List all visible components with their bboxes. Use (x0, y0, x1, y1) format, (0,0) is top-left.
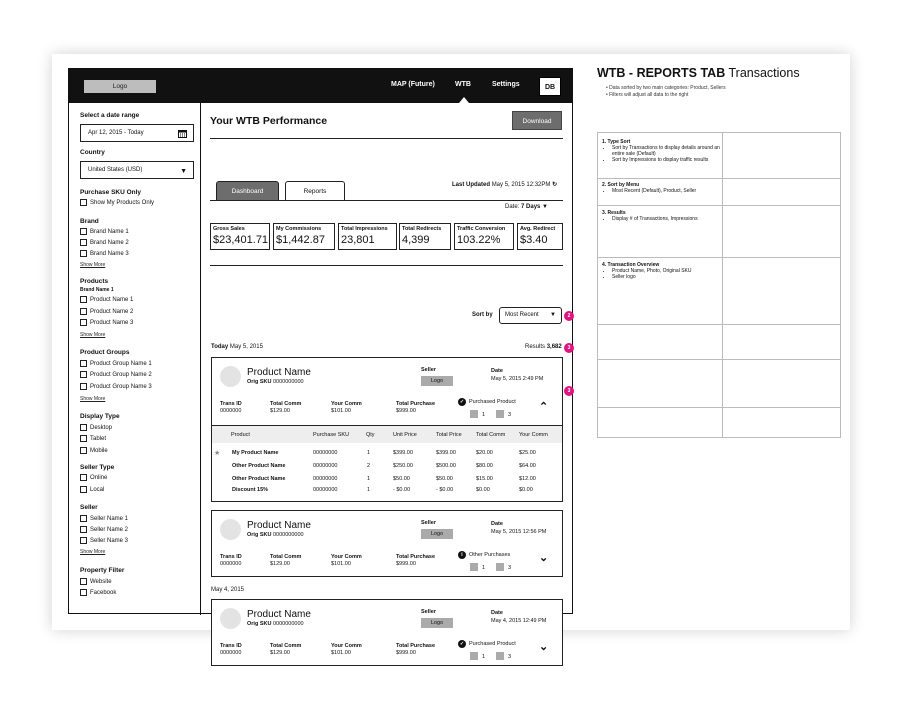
brand-show-more-link[interactable]: Show More (80, 262, 106, 268)
seller-label: Seller (421, 367, 436, 373)
stat-gross-sales: Gross Sales $23,401.71 (210, 223, 270, 250)
checkbox-icon[interactable] (80, 319, 87, 326)
col-header: Purchase SKU (313, 432, 350, 438)
checkbox-icon[interactable] (80, 308, 87, 315)
seller-label: Seller (80, 504, 98, 511)
products-show-more-link[interactable]: Show More (80, 332, 106, 338)
download-button[interactable]: Download (512, 111, 562, 130)
count-b: 3 (508, 565, 512, 571)
dropdown-arrow-icon: ▼ (542, 204, 548, 210)
total-purchase-label: Total Purchase (396, 554, 436, 560)
seller-logo: Logo (421, 618, 453, 628)
dropdown-arrow-icon: ▼ (550, 312, 556, 318)
seller-type-option[interactable]: Local (80, 486, 104, 493)
trans-id-value: 0000000 (220, 408, 242, 414)
count-a: 1 (482, 412, 486, 418)
checkbox-icon[interactable] (80, 435, 87, 442)
checkbox-icon[interactable] (80, 360, 87, 367)
checkbox-icon[interactable] (80, 371, 87, 378)
trans-id-value: 0000000 (220, 561, 242, 567)
seller-option[interactable]: Seller Name 3 (80, 537, 128, 544)
stat-my-commissions: My Commissions $1,442.87 (273, 223, 335, 250)
total-purchase-label: Total Purchase (396, 401, 436, 407)
group-header-date: May 4, 2015 (211, 587, 245, 593)
country-select[interactable] (80, 161, 194, 179)
total-comm-value: $129.00 (270, 561, 290, 567)
total-comm-label: Total Comm (270, 554, 302, 560)
seller-type-option[interactable]: Online (80, 474, 107, 481)
top-nav-bar (69, 69, 572, 103)
checkbox-icon[interactable] (80, 526, 87, 533)
last-updated-value: May 5, 2015 12:32PM (491, 182, 551, 188)
spec-notes-table (597, 132, 841, 438)
your-comm-label: Your Comm (331, 554, 362, 560)
seller-type-label: Seller Type (80, 464, 115, 471)
product-group-option[interactable]: Product Group Name 3 (80, 383, 152, 390)
stat-traffic-conversion: Traffic Conversion 103.22% (454, 223, 514, 250)
app-frame (68, 68, 573, 660)
checkbox-icon[interactable] (80, 474, 87, 481)
purchase-type: Purchased Product (469, 399, 516, 405)
checkbox-icon[interactable] (80, 239, 87, 246)
calendar-icon[interactable] (178, 129, 187, 145)
total-comm-label: Total Comm (270, 643, 302, 649)
divider (210, 265, 563, 266)
seller-show-more-link[interactable]: Show More (80, 549, 106, 555)
col-header: Qty (366, 432, 375, 438)
last-updated-label: Last Updated (452, 182, 491, 188)
divider (210, 138, 563, 139)
country-value: United States (USD) (88, 167, 143, 173)
count-b: 3 (508, 654, 512, 660)
filter-sidebar (69, 103, 201, 615)
checkbox-icon[interactable] (80, 228, 87, 235)
tab-reports[interactable]: Reports (285, 181, 345, 200)
check-circle-icon: ✓ (459, 399, 465, 405)
dropdown-arrow-icon: ▼ (180, 168, 187, 175)
spec-note: 1. Type Sort • Sort by Transactions to display details around an entire sale (Default) • Sort by Impressions to display traffic results (602, 139, 720, 163)
col-header: Total Price (436, 432, 462, 438)
page-title: Your WTB Performance (210, 115, 328, 127)
brand-option[interactable]: Brand Name 3 (80, 250, 129, 257)
checkbox-icon[interactable] (80, 578, 87, 585)
trans-id-label: Trans ID (220, 401, 242, 407)
checkbox-icon[interactable] (80, 383, 87, 390)
stat-avg-redirect: Avg. Redirect $3.40 (517, 223, 563, 250)
display-type-option[interactable]: Mobile (80, 447, 108, 454)
user-avatar[interactable]: DB (539, 77, 561, 96)
seller-label: Seller (421, 609, 436, 615)
transaction-date: May 4, 2015 12:49 PM (491, 618, 547, 624)
logo[interactable]: Logo (84, 80, 156, 93)
products-brand-sublabel: Brand Name 1 (80, 287, 114, 293)
spec-bullet: • Filters will adjust all data to the right (606, 92, 689, 98)
date-label: Date (491, 521, 503, 527)
your-comm-label: Your Comm (331, 401, 362, 407)
nav-wtb[interactable]: WTB (455, 81, 471, 88)
orig-sku: Orig SKU 0000000000 (247, 532, 304, 538)
count-a: 1 (482, 565, 486, 571)
product-swatch (496, 410, 504, 418)
last-updated (452, 181, 557, 188)
display-type-option[interactable]: Desktop (80, 424, 112, 431)
date-filter-value: 7 Days (521, 204, 541, 210)
count-a: 1 (482, 654, 486, 660)
country-label: Country (80, 149, 105, 156)
chevron-up-icon[interactable]: ⌃ (539, 401, 549, 413)
checkbox-icon[interactable] (80, 589, 87, 596)
main-content (202, 103, 574, 660)
checkbox-icon[interactable] (80, 537, 87, 544)
date-label: Date (491, 368, 503, 374)
nav-settings[interactable]: Settings (492, 81, 520, 88)
tabs-baseline (210, 200, 563, 201)
checkbox-icon[interactable] (80, 250, 87, 257)
products-label: Products (80, 278, 109, 285)
annotation-pin: 3 (564, 343, 574, 353)
trans-id-label: Trans ID (220, 643, 242, 649)
date-filter-label: Date: (505, 204, 520, 210)
checkbox-icon[interactable] (80, 296, 87, 303)
product-swatch (470, 563, 478, 571)
transaction-card[interactable] (211, 599, 563, 666)
display-type-option[interactable]: Tablet (80, 435, 106, 442)
product-swatch (470, 652, 478, 660)
orig-sku: Orig SKU 0000000000 (247, 621, 304, 627)
chevron-down-icon[interactable]: ⌄ (539, 552, 549, 564)
tab-dashboard[interactable]: Dashboard (216, 181, 279, 200)
property-filter-option[interactable]: Facebook (80, 589, 116, 596)
product-name: Product Name (247, 367, 311, 378)
your-comm-value: $101.00 (331, 561, 351, 567)
date-range-value: Apr 12, 2015 - Today (88, 130, 144, 136)
checkbox-icon[interactable] (80, 486, 87, 493)
your-comm-value: $101.00 (331, 408, 351, 414)
total-purchase-value: $999.00 (396, 408, 416, 414)
transaction-date: May 5, 2015 2:49 PM (491, 376, 544, 382)
your-comm-label: Your Comm (331, 643, 362, 649)
seller-option[interactable]: Seller Name 2 (80, 526, 128, 533)
total-comm-label: Total Comm (270, 401, 302, 407)
product-option[interactable]: Product Name 2 (80, 308, 133, 315)
product-group-option[interactable]: Product Group Name 1 (80, 360, 152, 367)
check-circle-icon: ✓ (459, 641, 465, 647)
col-header: Total Comm (476, 432, 506, 438)
date-range-field[interactable] (80, 124, 194, 142)
product-swatch (496, 652, 504, 660)
annotation-pin: 3 (564, 386, 574, 396)
brand-label: Brand (80, 218, 99, 225)
purchase-sku-label: Purchase SKU Only (80, 189, 142, 196)
spec-bullet: • Data sorted by two main categories: Product, Sellers (606, 85, 726, 91)
spec-note: 3. Results • Display # of Transactions, Impressions (602, 210, 720, 222)
spec-note: 2. Sort by Menu • Most Recent (Default), Product, Seller (602, 182, 720, 194)
product-name: Product Name (247, 609, 311, 620)
product-option[interactable]: Product Name 1 (80, 296, 133, 303)
property-filter-label: Property Filter (80, 567, 125, 574)
nav-map-future[interactable]: MAP (Future) (391, 81, 435, 88)
property-filter-option[interactable]: Website (80, 578, 112, 585)
seller-logo: Logo (421, 376, 453, 386)
trans-id-label: Trans ID (220, 554, 242, 560)
col-header: Your Comm (519, 432, 548, 438)
annotation-pin: 2 (564, 311, 574, 321)
stat-total-redirects: Total Redirects 4,399 (399, 223, 451, 250)
star-icon[interactable]: ★ (214, 450, 221, 457)
trans-id-value: 0000000 (220, 650, 242, 656)
seller-logo: Logo (421, 529, 453, 539)
date-range-label: Select a date range (80, 112, 140, 119)
transaction-date: May 5, 2015 12:56 PM (491, 529, 547, 535)
orig-sku: Orig SKU 0000000000 (247, 379, 304, 385)
product-photo (220, 608, 241, 629)
brand-option[interactable]: Brand Name 2 (80, 239, 129, 246)
product-swatch (496, 563, 504, 571)
spec-title: WTB - REPORTS TAB Transactions (597, 66, 800, 80)
count-b: 3 (508, 412, 512, 418)
product-swatch (470, 410, 478, 418)
refresh-icon[interactable]: ↻ (552, 182, 558, 188)
checkbox-icon[interactable] (80, 515, 87, 522)
purchase-type: Other Purchases (469, 552, 511, 558)
product-group-option[interactable]: Product Group Name 2 (80, 371, 152, 378)
purchase-type: Purchased Product (469, 641, 516, 647)
sort-by-value: Most Recent (505, 312, 539, 318)
checkbox-icon[interactable] (80, 424, 87, 431)
stat-total-impressions: Total Impressions 23,801 (338, 223, 397, 250)
total-comm-value: $129.00 (270, 650, 290, 656)
total-purchase-value: $999.00 (396, 561, 416, 567)
product-photo (220, 519, 241, 540)
product-option[interactable]: Product Name 3 (80, 319, 133, 326)
seller-option[interactable]: Seller Name 1 (80, 515, 128, 522)
total-comm-value: $129.00 (270, 408, 290, 414)
col-header: Product (231, 432, 250, 438)
date-label: Date (491, 610, 503, 616)
your-comm-value: $101.00 (331, 650, 351, 656)
display-type-label: Display Type (80, 413, 120, 420)
date-filter[interactable] (505, 204, 548, 210)
product-groups-label: Product Groups (80, 349, 130, 356)
product-name: Product Name (247, 520, 311, 531)
info-icon[interactable]: i (458, 551, 466, 559)
group-header-today: Today May 5, 2015 (211, 344, 263, 350)
checkbox-icon[interactable] (80, 447, 87, 454)
show-my-products-checkbox[interactable]: Show My Products Only (80, 199, 154, 206)
total-purchase-label: Total Purchase (396, 643, 436, 649)
checkbox-icon[interactable] (80, 199, 87, 206)
chevron-down-icon[interactable]: ⌄ (539, 641, 549, 653)
sort-by-select[interactable] (499, 307, 562, 324)
results-count: Results 3,682 (525, 344, 562, 350)
transaction-card[interactable] (211, 510, 563, 577)
transaction-card[interactable]: Product Name Orig SKU 0000000000 Seller Logo Date May 5, 2015 2:49 PM Trans ID 0000000 Total Comm $129.00 Your Comm $101.00 Total Purchase $999.00 ✓ Purchased Product 1 3 ⌃ Product Purchase SKU Qty Unit Price Total Price Total Comm Your Comm ★ My Product Name 00000000 1 $399.00 $399.00 $20.00 $25.00 Other Product Name 00000000 2 $250.00 $500.00 $80.00 $64.00 Other Product Name 00000000 1 $50.00 $50.00 $15.00 $12.00 Discount 15% 00000000 1 - $0.00 - $0.00 $0.00 $0.00 (211, 357, 563, 502)
line-items-header (212, 425, 562, 443)
col-header: Unit Price (393, 432, 417, 438)
spec-note: 4. Transaction Overview • Product Name, Photo, Original SKU • Seller logo (602, 262, 720, 280)
brand-option[interactable]: Brand Name 1 (80, 228, 129, 235)
sort-by-label: Sort by (472, 312, 493, 318)
seller-label: Seller (421, 520, 436, 526)
product-groups-show-more-link[interactable]: Show More (80, 396, 106, 402)
product-photo (220, 366, 241, 387)
total-purchase-value: $999.00 (396, 650, 416, 656)
